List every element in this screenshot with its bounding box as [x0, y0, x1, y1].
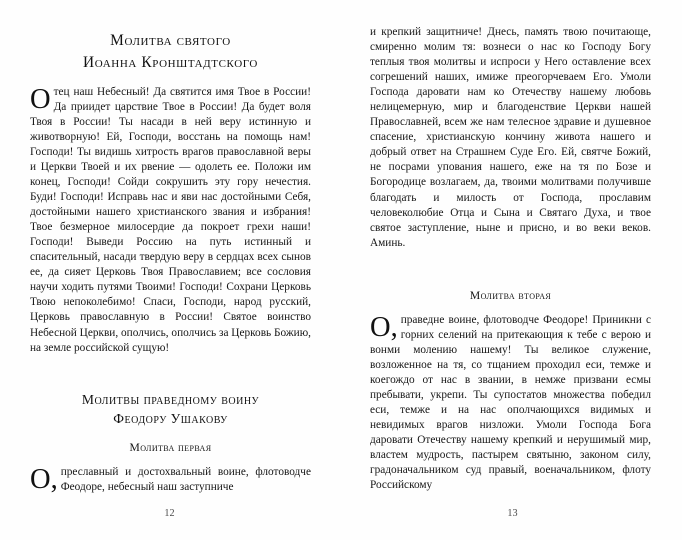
section-title-line-2: Феодору Ушакову [113, 410, 228, 426]
page-right [341, 0, 682, 540]
folio-page-number-left: 12 [164, 508, 175, 519]
page-title-line-2: Иоанна Кронштадтского [83, 53, 258, 71]
prayer-body-ushakov-second: О,праведне воине, флотоводче Феодоре! Приникни с горних селений на притекающия к тебе с верою и вонми молению нашему! Ты великое служение, возложенное на тя, со тщанием проходил еси, темже и коегождо от нас в звании, в немже призвани есмы пребывати, укрепи. Ты супостатов множества победил еси, темже и на нас ополчающихся видимых и невидимых врагов низложи. Умоли Господа Бога даровати Отечеству нашему крепкий и нерушимый мир, властем мудрость, пастырем святыню, законом силу, градоначальником суд правый, военачальником, флоту Российскому [370, 311, 651, 492]
spacer [30, 428, 311, 441]
left-text-block [30, 30, 311, 495]
spacer [370, 302, 651, 313]
spacer [30, 454, 311, 465]
spacer [370, 251, 651, 289]
prayer-body-ushakov-first-continued: и крепкий защитниче! Днесь, память твою почитающе, смиренно молим тя: вознеси о нас ко Господу Богу теплыя твоя молитвы и испроси у Него оставление всех согрешений наших, имиже преогорчеваем Его. Умоли Господа даровати нам ко Отечеству нашему любовь нелицемерную, мир и благоденствие Церкви нашей Православней, всем же нам телесное здравие и душевное спасение, христианскую кончину живота нашего и добрый ответ на Страшнем Суде Его. Ей, святче Божий, не посрами упования нашего, еже на тя по Бозе и Богородице возлагаем, да, твоими молитвами получивше благодать и милость от Господа, прославим человеколюбие Отца и Сына и Святаго Духа, и твое святое заступление, ныне и присно, и во веки веков. Аминь. [370, 26, 651, 249]
section-title-ushakov [30, 390, 311, 429]
right-text-block [370, 18, 651, 493]
sub-title-prayer-first: Молитва первая [129, 441, 212, 455]
prayer-body-ioann-kronshtadtsky: Отец наш Небесный! Да святится имя Твое в России! Да приидет царствие Твое в России! Да будет воля Твоя в России! Ты насади в ней веру истинную и животворную! Ей, Господи, восстань на помощь нам! Господи! Ты видишь хитрость врагов православной веры и Церкви Твоей и их рвение — одолеть ее. Положи им конец, Господи! Сойди сокрушить эту гору нечестия. Буди! Господи! Исправь нас и яви нас достойными Себя, достойными нашего христианского звания и избрания! Твое безмерное милосердие да покроет грехи наши! Господи! Выведи Россию на путь истинный и спасительный, насади твердую веру в сердцах всех сынов ее, да сияет Церковь Твоя Православием; все сословия научи ходить путями Твоими! Господи! Сохрани Церковь Твою непоколебимо! Спаси, Господи, народ русский, Церковь православную в России! Святое воинство Небесной Церкви, ополчись, ополчись за Церковь Божию, на земле российской сущую! [30, 83, 311, 354]
sub-title-prayer-second: Молитва вторая [469, 288, 552, 302]
page-title [30, 30, 311, 74]
folio-page-number-right: 13 [507, 508, 518, 519]
spacer [30, 74, 311, 85]
prayer-body-ushakov-first-start: О,преславный и достохвальный воине, флотоводче Феодоре, небесный наш заступниче [30, 464, 311, 496]
spacer [30, 356, 311, 390]
section-title-line-1: Молитвы праведному воину [81, 391, 260, 407]
spacer [370, 18, 651, 25]
page-title-line-1: Молитва святого [110, 32, 231, 49]
